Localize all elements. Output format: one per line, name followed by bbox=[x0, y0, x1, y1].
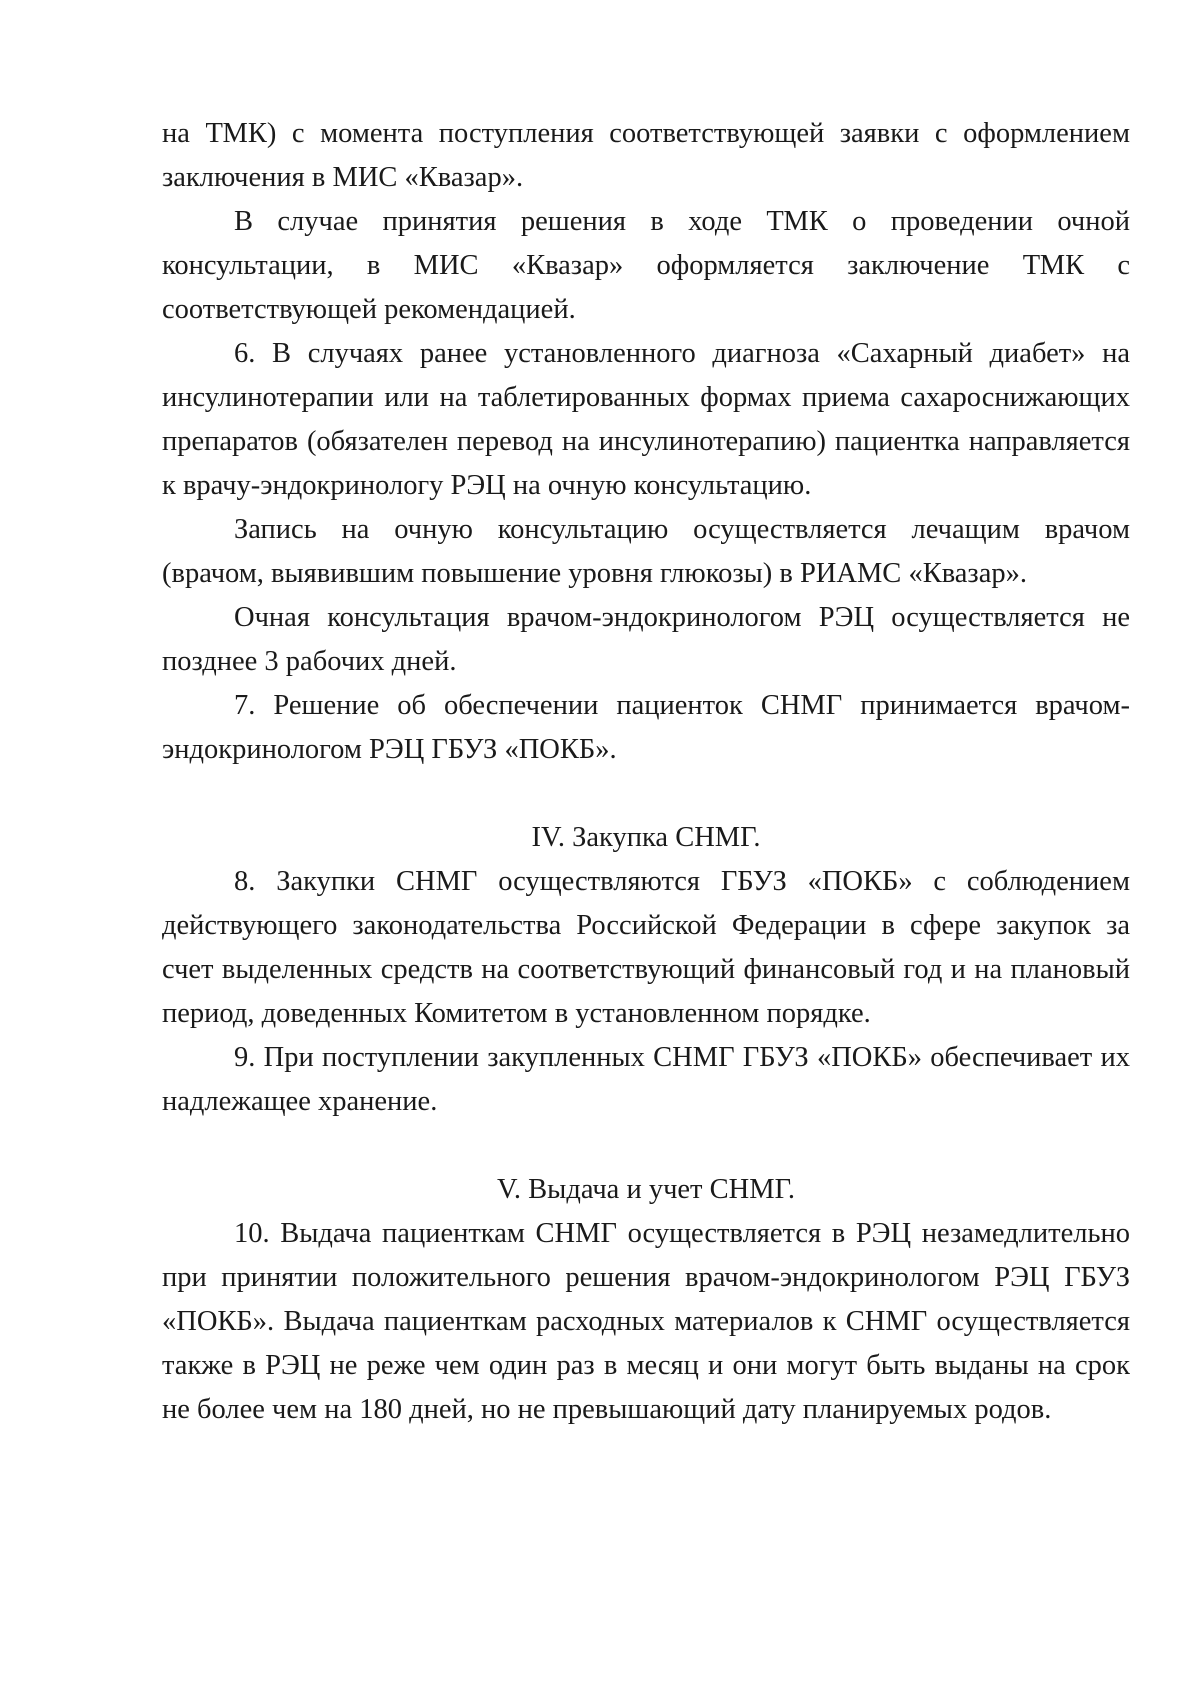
paragraph-appointment: Запись на очную консультацию осуществляется лечащим врачом (врачом, выявившим повышение уровня глюкозы) в РИАМС «Квазар». bbox=[162, 514, 1130, 589]
paragraph-9: 9. При поступлении закупленных СНМГ ГБУЗ «ПОКБ» обеспечивает их надлежащее хранение. bbox=[162, 1042, 1130, 1117]
paragraph-7: 7. Решение об обеспечении пациенток СНМГ принимается врачом-эндокринологом РЭЦ ГБУЗ «ПОКБ». bbox=[162, 690, 1130, 765]
paragraph-6: 6. В случаях ранее установленного диагноза «Сахарный диабет» на инсулинотерапии или на таблетированных формах приема сахароснижающих препаратов (обязателен перевод на инсулинотерапию) пациентка направляется к врачу-эндокринологу РЭЦ на очную консультацию. bbox=[162, 338, 1130, 501]
paragraph-10: 10. Выдача пациенткам СНМГ осуществляется в РЭЦ незамедлительно при принятии положительного решения врачом-эндокринологом РЭЦ ГБУЗ «ПОКБ». Выдача пациенткам расходных материалов к СНМГ осуществляется также в РЭЦ не реже чем один раз в месяц и они могут быть выданы на срок не более чем на 180 дней, но не превышающий дату планируемых родов. bbox=[162, 1218, 1130, 1425]
paragraph-case-decision: В случае принятия решения в ходе ТМК о проведении очной консультации, в МИС «Квазар» оформляется заключение ТМК с соответствующей рекомендацией. bbox=[162, 206, 1130, 325]
paragraph-continuation: на ТМК) с момента поступления соответствующей заявки с оформлением заключения в МИС «Квазар». bbox=[162, 118, 1130, 193]
paragraph-8: 8. Закупки СНМГ осуществляются ГБУЗ «ПОКБ» с соблюдением действующего законодательства Российской Федерации в сфере закупок за счет выделенных средств на соответствующий финансовый год и на плановый период, доведенных Комитетом в установленном порядке. bbox=[162, 866, 1130, 1029]
section-heading-v: V. Выдача и учет СНМГ. bbox=[497, 1174, 795, 1205]
section-heading-iv: IV. Закупка СНМГ. bbox=[531, 822, 761, 853]
paragraph-consultation-term: Очная консультация врачом-эндокринологом РЭЦ осуществляется не позднее 3 рабочих дней. bbox=[162, 602, 1130, 677]
document-body bbox=[162, 112, 1130, 1432]
